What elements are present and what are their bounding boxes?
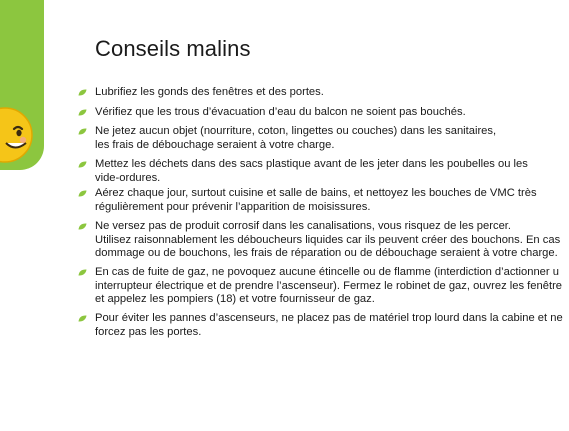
slide-title: Conseils malins <box>95 36 251 61</box>
leaf-icon <box>78 223 87 230</box>
tip-text: Vérifiez que les trous d’évacuation d’eau du balcon ne soient pas bouchés. <box>95 106 466 118</box>
tip-item <box>78 312 569 339</box>
leaf-icon <box>78 269 87 276</box>
leaf-icon <box>78 89 87 96</box>
leaf-icon <box>78 128 87 135</box>
leaf-icon <box>78 161 87 168</box>
tip-item <box>78 220 569 261</box>
tip-text: Aérez chaque jour, surtout cuisine et salle de bains, et nettoyez les bouches de VMC très régulièrement pour prévenir l’apparition de moisissures. <box>95 187 537 213</box>
tip-item <box>78 86 569 100</box>
tip-text: En cas de fuite de gaz, ne povoquez aucune étincelle ou de flamme (interdiction d’actionner u interrupteur électrique et de prendre l’ascenseur). Fermez le robinet de gaz, ouvrez les fenêtre et appelez les pompiers (18) et votre fournisseur de gaz. <box>95 266 563 306</box>
tip-text: Pour éviter les pannes d’ascenseurs, ne placez pas de matériel trop lourd dans la cabine et ne forcez pas les portes. <box>95 312 563 338</box>
tip-item <box>78 106 569 120</box>
leaf-icon <box>78 190 87 197</box>
tip-text: Lubrifiez les gonds des fenêtres et des portes. <box>95 86 324 98</box>
tip-item <box>78 158 569 185</box>
tip-text: Ne versez pas de produit corrosif dans les canalisations, vous risquez de les percer. Utilisez raisonnablement les déboucheurs liquides car ils peuvent créer des bouchons. En cas dommage ou de bouchons, les frais de réparation ou de débouchage seraient à votre charge. <box>95 220 561 260</box>
tip-text: Ne jetez aucun objet (nourriture, coton, lingettes ou couches) dans les sanitaires, les frais de débouchage seraient à votre charge. <box>95 125 497 151</box>
tip-text: Mettez les déchets dans des sacs plastique avant de les jeter dans les poubelles ou les vide-ordures. <box>95 158 528 184</box>
tip-item <box>78 187 569 214</box>
leaf-icon <box>78 109 87 116</box>
tip-item <box>78 125 569 152</box>
tip-item <box>78 266 569 307</box>
winking-smiley-icon <box>0 106 34 164</box>
leaf-icon <box>78 315 87 322</box>
